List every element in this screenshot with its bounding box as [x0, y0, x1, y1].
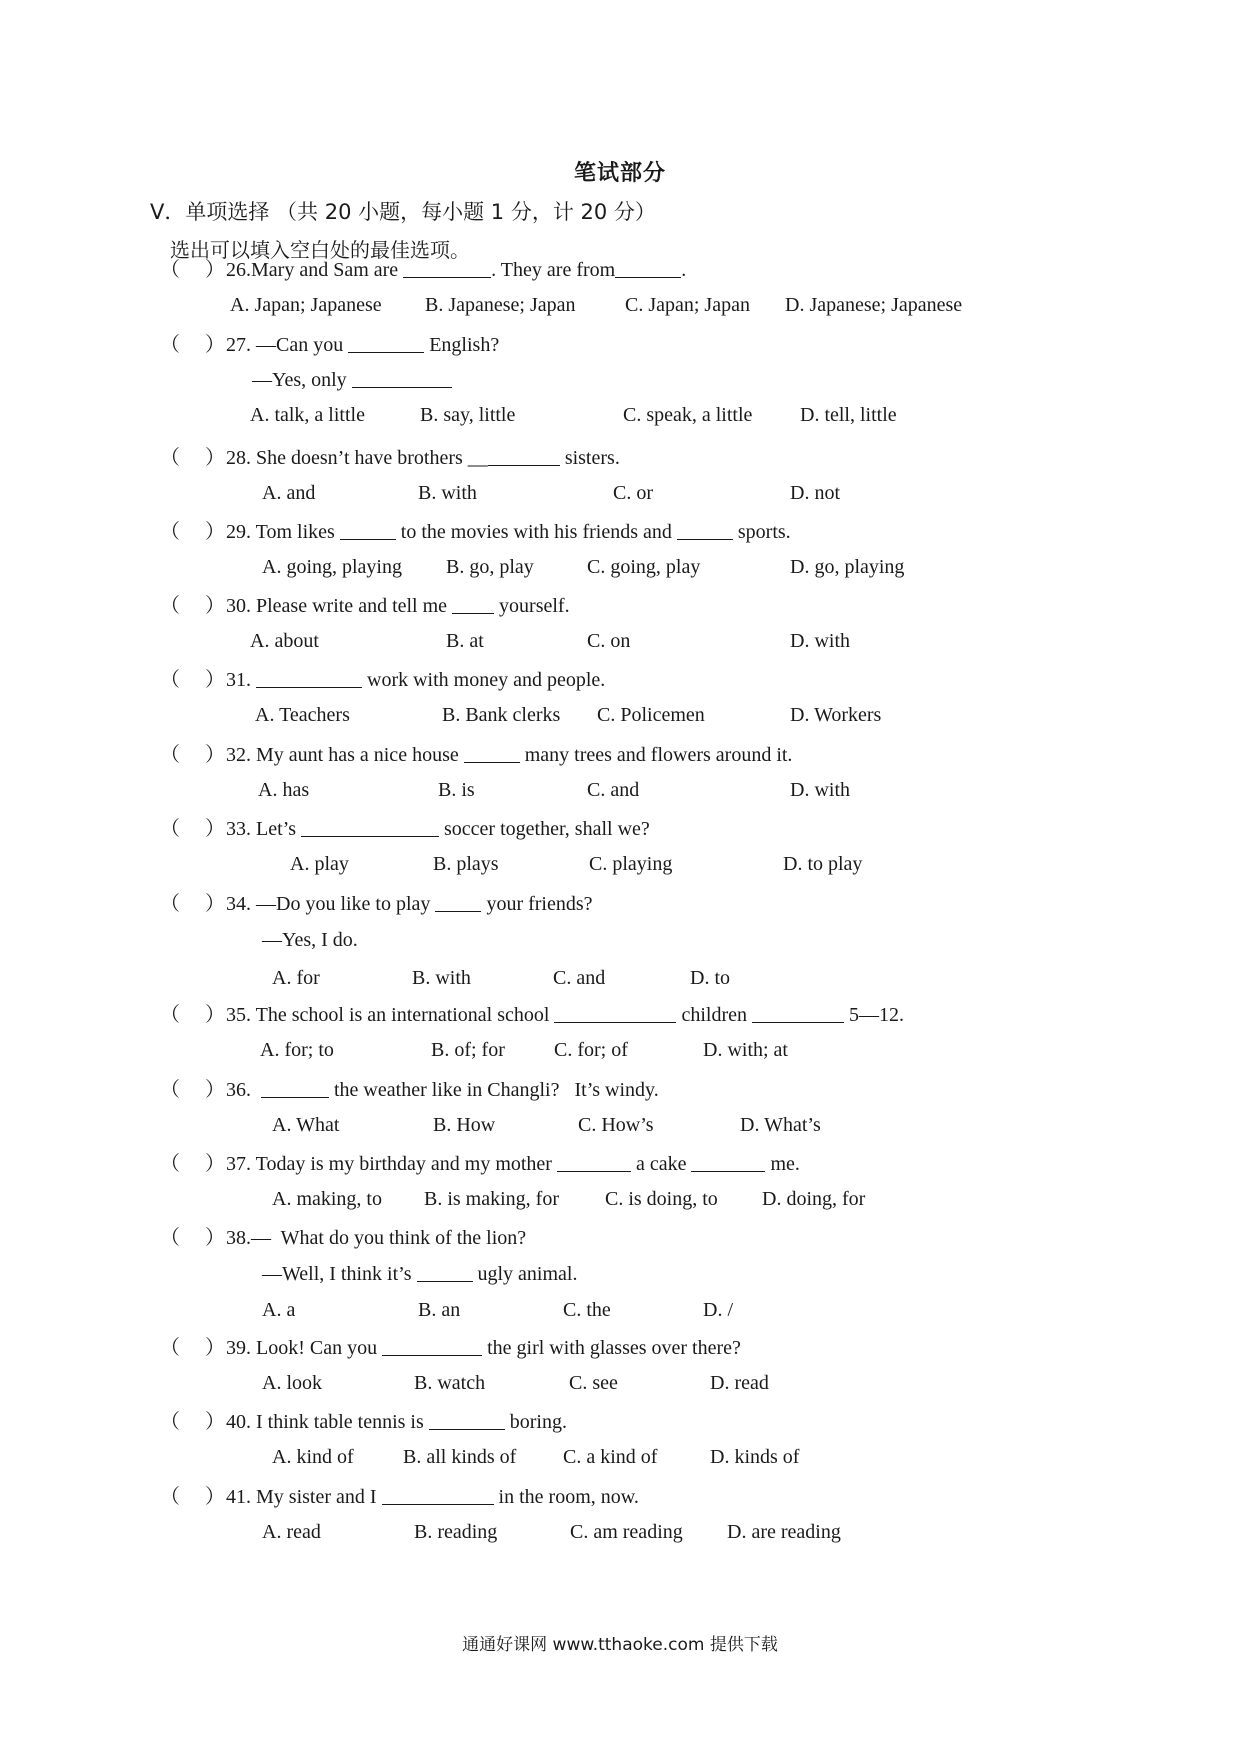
stem-text: the weather like in Changli? It’s windy.	[329, 1079, 659, 1101]
answer-paren-open: （	[160, 744, 180, 766]
answer-blank[interactable]	[256, 667, 362, 688]
option-b[interactable]: B. is	[438, 779, 475, 801]
question-stem	[226, 740, 792, 770]
answer-blank[interactable]	[752, 1002, 844, 1023]
stem-text: ugly animal.	[472, 1263, 578, 1285]
stem-text: —Well, I think it’s	[262, 1263, 417, 1285]
stem-text: 35. The school is an international school	[226, 1004, 555, 1026]
stem-text: 36.	[226, 1079, 261, 1101]
stem-text: the girl with glasses over there?	[482, 1337, 741, 1359]
option-b[interactable]: B. go, play	[446, 556, 534, 578]
stem-text: —Yes, only	[252, 369, 352, 391]
question-stem	[226, 517, 791, 547]
stem-text: me.	[765, 1153, 800, 1175]
question-stem	[226, 889, 593, 919]
answer-paren-close: ）	[205, 1486, 225, 1508]
option-a[interactable]: A. going, playing	[262, 556, 402, 578]
option-d[interactable]: D. with	[790, 779, 850, 801]
stem-text: soccer together, shall we?	[439, 818, 650, 840]
option-c[interactable]: C. am reading	[570, 1521, 683, 1543]
option-b[interactable]: B. watch	[414, 1372, 486, 1394]
answer-paren-open: （	[160, 1411, 180, 1433]
option-d[interactable]: D. Workers	[790, 704, 882, 726]
stem-text: to the movies with his friends and	[395, 521, 677, 543]
option-a[interactable]: A. look	[262, 1372, 322, 1394]
stem-text: sports.	[732, 521, 791, 543]
answer-paren-open: （	[160, 893, 180, 915]
answer-blank[interactable]	[488, 445, 560, 466]
option-c[interactable]: C. for; of	[554, 1039, 628, 1061]
answer-paren-open: （	[160, 1337, 180, 1359]
option-c[interactable]: C. playing	[589, 853, 673, 875]
option-d[interactable]: D. to play	[783, 853, 863, 875]
stem-text: work with money and people.	[362, 669, 606, 691]
stem-text: .	[681, 259, 687, 281]
stem-text: 29. Tom likes	[226, 521, 340, 543]
dialog-reply	[252, 365, 452, 395]
question-stem	[226, 1482, 639, 1512]
stem-text: sisters.	[559, 447, 620, 469]
answer-blank[interactable]	[691, 1151, 765, 1172]
option-a[interactable]: A. Teachers	[255, 704, 350, 726]
answer-paren-close: ）	[205, 669, 225, 691]
option-d[interactable]: D. /	[703, 1299, 733, 1321]
answer-paren-open: （	[160, 447, 180, 469]
answer-paren-close: ）	[205, 818, 225, 840]
answer-paren-open: （	[160, 818, 180, 840]
stem-text: 38.— What do you think of the lion?	[226, 1227, 527, 1249]
answer-blank[interactable]	[261, 1077, 329, 1098]
option-c[interactable]: C. speak, a little	[623, 404, 753, 426]
option-d[interactable]: D. with	[790, 630, 850, 652]
option-d[interactable]: D. Japanese; Japanese	[785, 294, 963, 316]
answer-blank[interactable]	[435, 891, 481, 912]
option-b[interactable]: B. an	[418, 1299, 461, 1321]
answer-blank[interactable]	[382, 1484, 494, 1505]
option-a[interactable]: A. Japan; Japanese	[230, 294, 382, 316]
option-d[interactable]: D. are reading	[727, 1521, 841, 1543]
stem-text: 41. My sister and I	[226, 1486, 382, 1508]
answer-paren-close: ）	[205, 893, 225, 915]
question-stem	[226, 255, 686, 285]
stem-text: English?	[424, 334, 500, 356]
option-a[interactable]: A. kind of	[272, 1446, 354, 1468]
answer-paren-close: ）	[205, 595, 225, 617]
stem-text: yourself.	[494, 595, 570, 617]
option-c[interactable]: C. Policemen	[597, 704, 705, 726]
option-c[interactable]: C. and	[553, 967, 606, 989]
dialog-reply: —Yes, I do.	[262, 929, 358, 951]
stem-text: children	[676, 1004, 752, 1026]
answer-blank[interactable]	[677, 519, 733, 540]
option-b[interactable]: B. reading	[414, 1521, 498, 1543]
answer-paren-open: （	[160, 1079, 180, 1101]
instruction-text: 选出可以填入空白处的最佳选项。	[170, 238, 470, 262]
answer-paren-close: ）	[205, 447, 225, 469]
question-stem	[226, 1333, 741, 1363]
option-d[interactable]: D. to	[690, 967, 730, 989]
answer-blank[interactable]	[348, 332, 424, 353]
option-a[interactable]: A. play	[290, 853, 349, 875]
question-stem	[226, 665, 605, 695]
answer-paren-close: ）	[205, 334, 225, 356]
stem-text: your friends?	[481, 893, 593, 915]
answer-paren-close: ）	[205, 1337, 225, 1359]
option-c[interactable]: C. the	[563, 1299, 611, 1321]
answer-paren-close: ）	[205, 1079, 225, 1101]
answer-blank[interactable]	[352, 367, 452, 388]
answer-paren-open: （	[160, 1486, 180, 1508]
section-heading: V．单项选择 （共 20 小题，每小题 1 分，计 20 分）	[150, 200, 656, 224]
answer-paren-open: （	[160, 1004, 180, 1026]
option-d[interactable]: D. read	[710, 1372, 769, 1394]
question-stem	[226, 443, 620, 473]
stem-text: in the room, now.	[493, 1486, 639, 1508]
option-b[interactable]: B. with	[418, 482, 477, 504]
option-c[interactable]: C. a kind of	[563, 1446, 658, 1468]
option-c[interactable]: C. How’s	[578, 1114, 654, 1136]
answer-paren-open: （	[160, 669, 180, 691]
answer-paren-open: （	[160, 1153, 180, 1175]
option-d[interactable]: D. with; at	[703, 1039, 788, 1061]
answer-blank[interactable]	[301, 816, 439, 837]
option-a[interactable]: A. making, to	[272, 1188, 382, 1210]
answer-paren-open: （	[160, 521, 180, 543]
option-d[interactable]: D. not	[790, 482, 840, 504]
option-b[interactable]: B. all kinds of	[403, 1446, 517, 1468]
option-b[interactable]: B. of; for	[431, 1039, 505, 1061]
option-d[interactable]: D. go, playing	[790, 556, 905, 578]
answer-paren-open: （	[160, 595, 180, 617]
answer-paren-close: ）	[205, 1411, 225, 1433]
option-b[interactable]: B. is making, for	[424, 1188, 559, 1210]
option-b[interactable]: B. say, little	[420, 404, 516, 426]
stem-text: 40. I think table tennis is	[226, 1411, 429, 1433]
option-a[interactable]: A. talk, a little	[250, 404, 365, 426]
question-stem	[226, 1223, 526, 1253]
page-title: 笔试部分	[573, 161, 666, 186]
answer-paren-open: （	[160, 259, 180, 281]
option-a[interactable]: A. for	[272, 967, 320, 989]
stem-text: 34. —Do you like to play	[226, 893, 436, 915]
option-c[interactable]: C. on	[587, 630, 631, 652]
answer-blank[interactable]	[452, 593, 494, 614]
stem-text: 27. —Can you	[226, 334, 349, 356]
stem-text: 28. She doesn’t have brothers __	[226, 447, 488, 469]
answer-paren-open: （	[160, 1227, 180, 1249]
answer-blank[interactable]	[557, 1151, 631, 1172]
question-stem	[226, 814, 650, 844]
option-b[interactable]: B. at	[446, 630, 484, 652]
option-d[interactable]: D. doing, for	[762, 1188, 866, 1210]
question-stem	[226, 591, 570, 621]
answer-blank[interactable]	[464, 742, 520, 763]
question-stem	[226, 1075, 659, 1105]
option-c[interactable]: C. see	[569, 1372, 618, 1394]
stem-text: 39. Look! Can you	[226, 1337, 383, 1359]
answer-blank[interactable]	[403, 257, 491, 278]
option-c[interactable]: C. is doing, to	[605, 1188, 718, 1210]
option-a[interactable]: A. What	[272, 1114, 340, 1136]
stem-text: a cake	[630, 1153, 692, 1175]
answer-paren-close: ）	[205, 521, 225, 543]
question-stem	[226, 330, 499, 360]
option-c[interactable]: C. going, play	[587, 556, 701, 578]
option-b[interactable]: B. with	[412, 967, 471, 989]
option-a[interactable]: A. about	[250, 630, 319, 652]
answer-blank[interactable]	[615, 257, 681, 278]
answer-blank[interactable]	[429, 1409, 505, 1430]
dialog-reply	[262, 1259, 577, 1289]
option-c[interactable]: C. or	[613, 482, 653, 504]
option-b[interactable]: B. How	[433, 1114, 496, 1136]
question-stem	[226, 1000, 904, 1030]
stem-text: 31.	[226, 669, 256, 691]
option-d[interactable]: D. tell, little	[800, 404, 897, 426]
stem-text: 30. Please write and tell me	[226, 595, 453, 617]
answer-blank[interactable]	[382, 1335, 482, 1356]
option-c[interactable]: C. Japan; Japan	[625, 294, 750, 316]
option-b[interactable]: B. Japanese; Japan	[425, 294, 576, 316]
option-a[interactable]: A. for; to	[260, 1039, 334, 1061]
option-a[interactable]: A. has	[258, 779, 310, 801]
stem-text: 33. Let’s	[226, 818, 301, 840]
stem-text: 5—12.	[844, 1004, 904, 1026]
answer-paren-close: ）	[205, 744, 225, 766]
answer-paren-close: ）	[205, 1153, 225, 1175]
stem-text: 37. Today is my birthday and my mother	[226, 1153, 557, 1175]
option-d[interactable]: D. What’s	[740, 1114, 821, 1136]
answer-blank[interactable]	[340, 519, 396, 540]
question-stem	[226, 1407, 567, 1437]
option-b[interactable]: B. Bank clerks	[442, 704, 561, 726]
question-stem	[226, 1149, 800, 1179]
answer-blank[interactable]	[417, 1261, 473, 1282]
option-a[interactable]: A. a	[262, 1299, 296, 1321]
option-a[interactable]: A. read	[262, 1521, 321, 1543]
stem-text: 32. My aunt has a nice house	[226, 744, 464, 766]
option-c[interactable]: C. and	[587, 779, 640, 801]
option-a[interactable]: A. and	[262, 482, 316, 504]
answer-paren-close: ）	[205, 1004, 225, 1026]
answer-paren-close: ）	[205, 1227, 225, 1249]
answer-blank[interactable]	[554, 1002, 676, 1023]
answer-paren-close: ）	[205, 259, 225, 281]
stem-text: many trees and flowers around it.	[519, 744, 793, 766]
stem-text: boring.	[504, 1411, 567, 1433]
option-d[interactable]: D. kinds of	[710, 1446, 800, 1468]
stem-text: 26.Mary and Sam are	[226, 259, 404, 281]
option-b[interactable]: B. plays	[433, 853, 499, 875]
stem-text: . They are from	[491, 259, 616, 281]
answer-paren-open: （	[160, 334, 180, 356]
footer-text: 通通好课网 www.tthaoke.com 提供下载	[462, 1635, 778, 1655]
